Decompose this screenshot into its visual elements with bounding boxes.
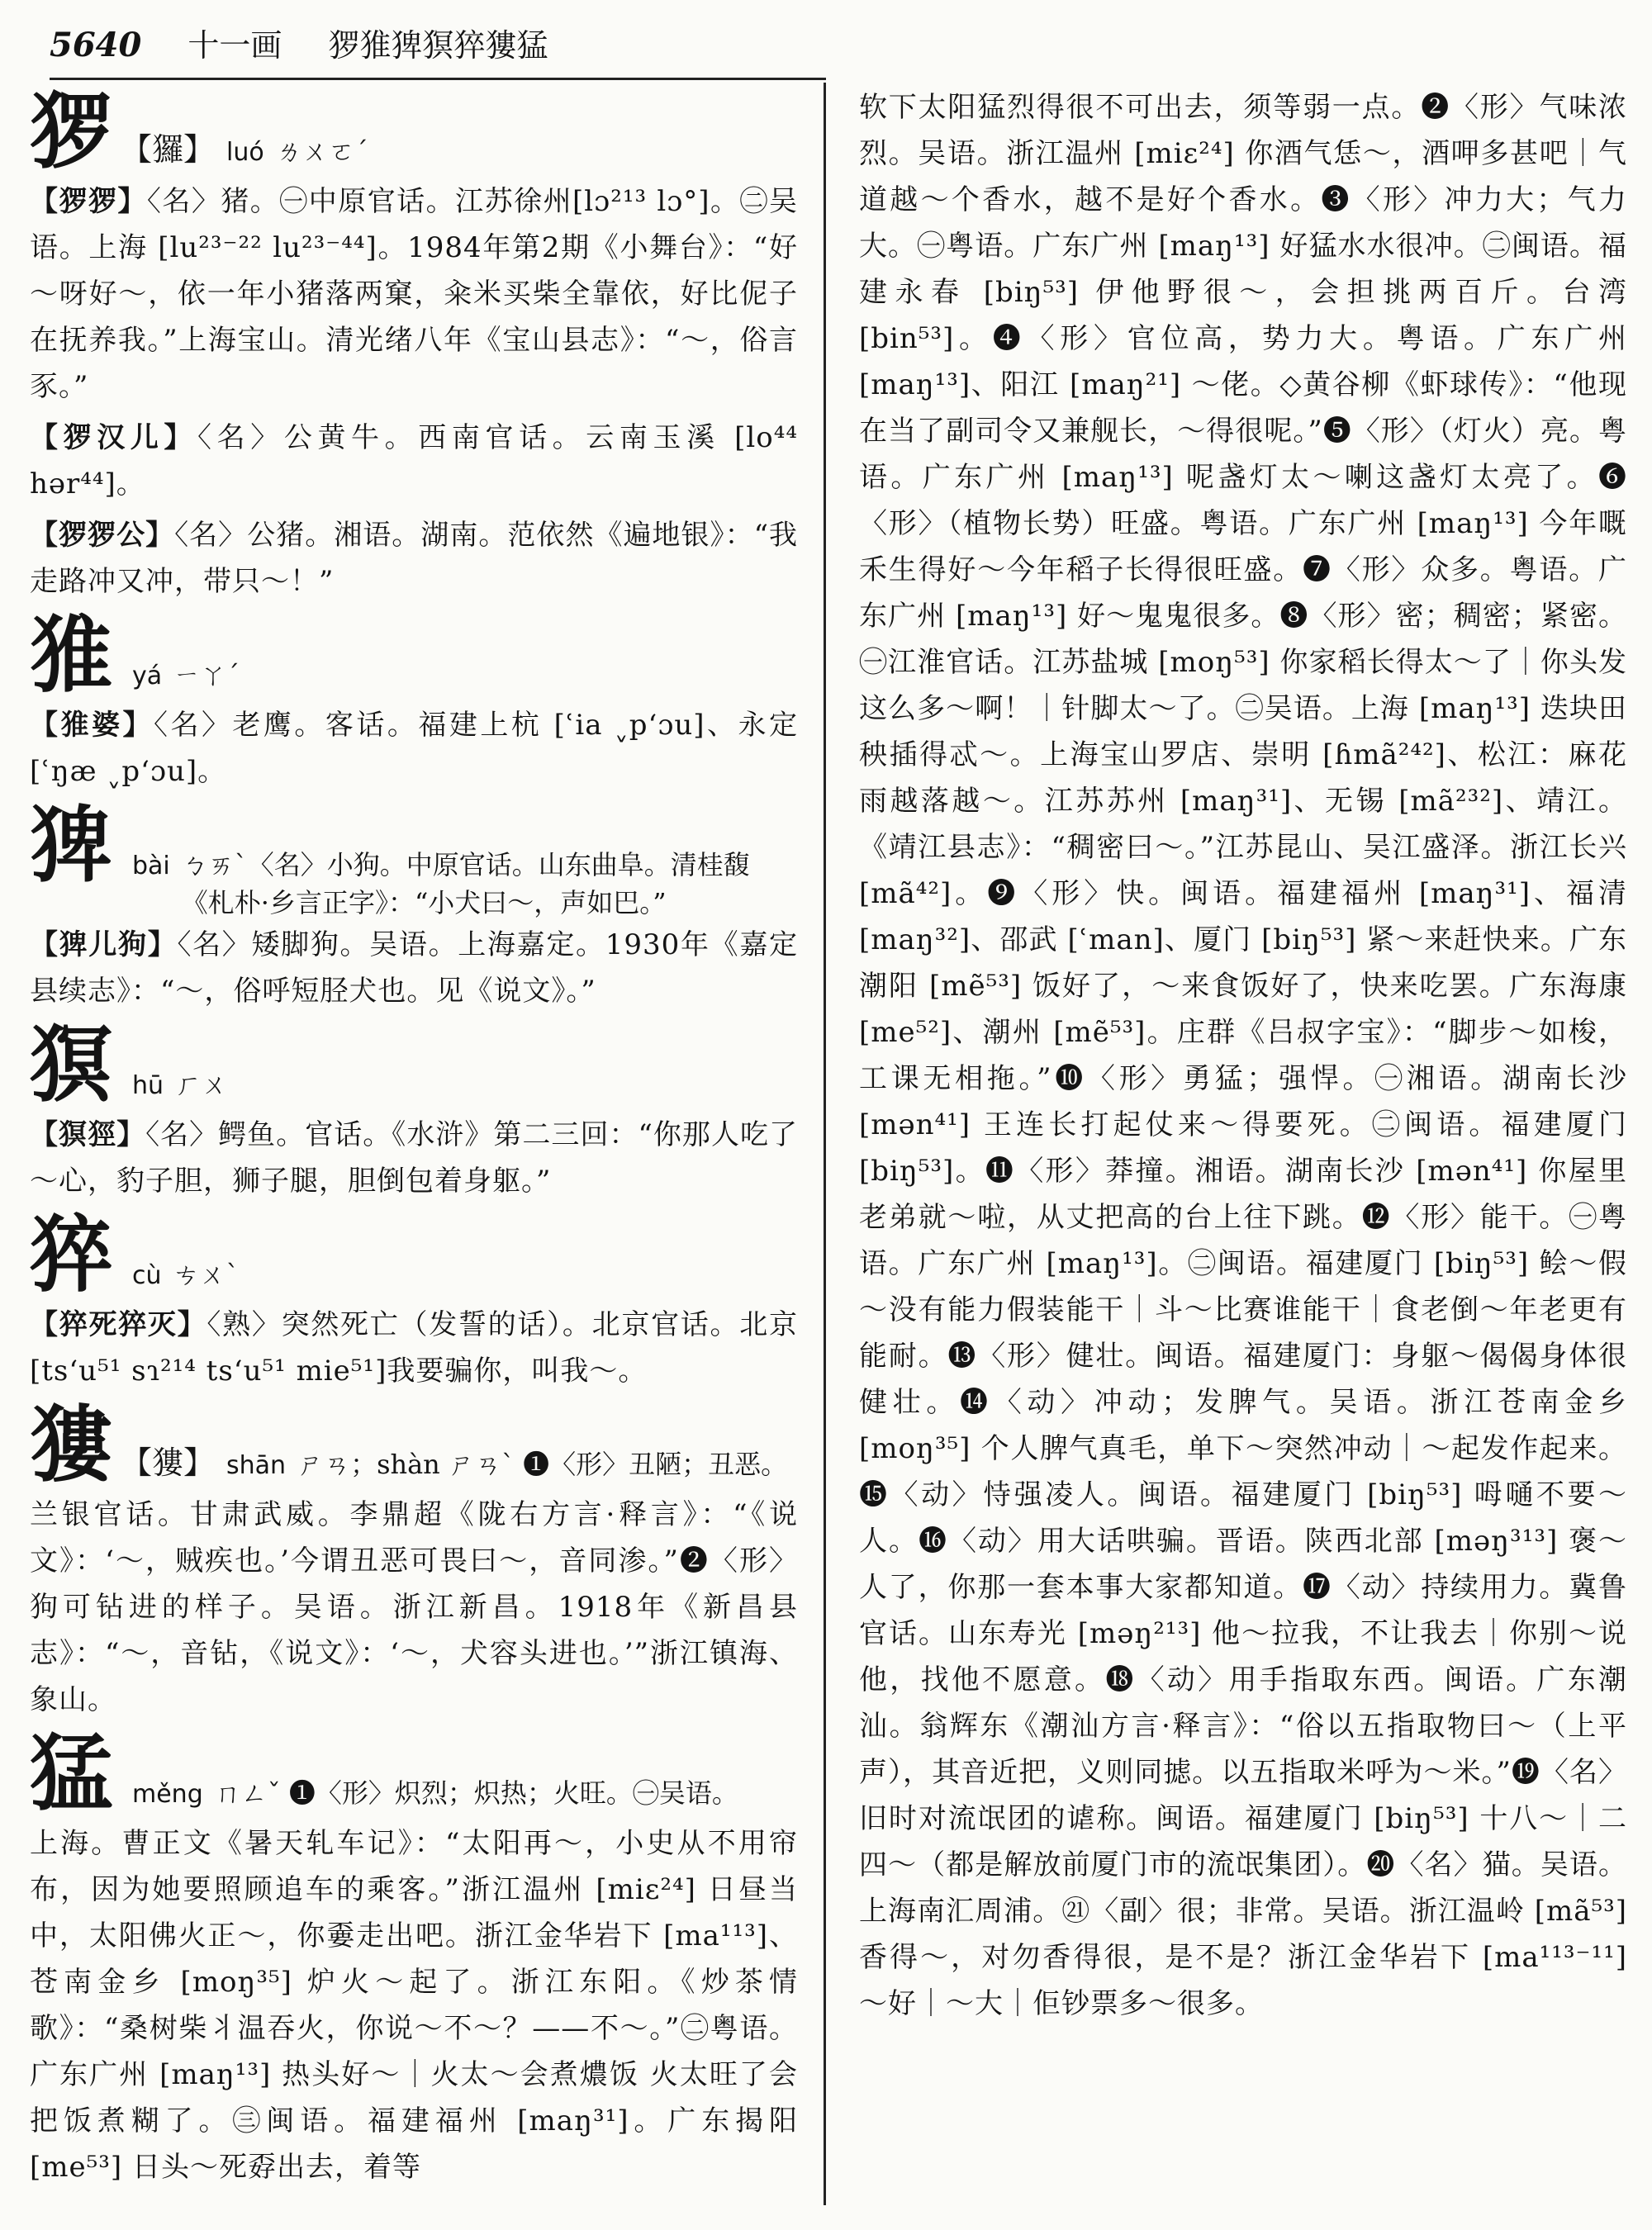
- headword-shan: [30, 1396, 798, 1493]
- headword-pinyin: bài: [132, 852, 170, 880]
- stroke-section: 十一画: [188, 27, 282, 64]
- headword-pinyin: měng: [132, 1780, 203, 1809]
- entry-text: 上海。曹正文《暑天轧车记》：“太阳再～，小史从不用帘布，因为她要照顾追车的乘客。”浙江温州 [miɛ²⁴] 日昼当中，太阳佛火正～，你嫑走出吧。浙江金华岩下 [ma¹¹³]、苍南金乡 [moŋ³⁵] 炉火～起了。浙江东阳。《炒茶情歌》：“桑树柴丬温吞火，你说～不～？——不～。”㊁粤语。广东广州 [maŋ¹³] 热头好～｜火太～会煮燶饭 火太旺了会把饭煮糊了。㊂闽语。福建福州 [maŋ³¹]。广东揭阳 [me⁵³] 日头～死孬出去，着等: [30, 1827, 798, 2184]
- entry-text: 〈名〉猪。㊀中原官话。江苏徐州[lɔ²¹³ lɔ°]。㊁吴语。上海 [lu²³⁻²² lu²³⁻⁴⁴]。1984年第2期《小舞台》：“好～呀好～，依一年小猪落两窠，籴米买柴全靠依，好比伲子在抚养我。”上海宝山。清光绪八年《宝山县志》：“～，俗言豕。”: [30, 185, 798, 403]
- entry-label: 【猈儿狗】: [30, 928, 178, 961]
- entry-text: 兰银官话。甘肃武威。李鼎超《陇右方言·释言》：“《说文》：‘～，贼疾也。’今谓丑恶可畏曰～，音同渗。”❷〈形〉狗可钻进的样子。吴语。浙江新昌。1918年《新昌县志》：“～，音钻，《说文》：‘～，犬容头进也。’”浙江镇海、象山。: [30, 1498, 798, 1716]
- entry-label: 【猽㹵】: [30, 1118, 146, 1151]
- headword-zhuyin: ㄅㄞˋ〈名〉小狗。中原官话。山东曲阜。清桂馥《札朴·乡言正字》：“小犬曰～，声如巴。”: [181, 849, 750, 918]
- entry-text: 〈名〉鳄鱼。官话。《水浒》第二三回：“你那人吃了～心，豹子胆，狮子腿，胆倒包着身躯。”: [30, 1118, 798, 1198]
- entry-text: 〈名〉矮脚狗。吴语。上海嘉定。1930年《嘉定县续志》：“～，俗呼短胫犬也。见《说文》。”: [30, 928, 798, 1008]
- left-column: [30, 83, 798, 2213]
- page-header: [50, 20, 826, 80]
- headword-ya: [30, 606, 798, 704]
- headword-luo: [30, 83, 798, 180]
- headword-meng: [30, 1725, 798, 1822]
- entry-label: 【猡猡】: [30, 185, 147, 218]
- entry-yapo: [30, 702, 798, 795]
- entry-label: 【猡猡公】: [30, 519, 175, 552]
- entry-shan_def: [30, 1492, 798, 1723]
- headword-pinyin: shān: [226, 1451, 287, 1480]
- entry-luohaner: [30, 415, 798, 507]
- entry-label: 【猚婆】: [30, 709, 154, 742]
- headword-char: 猡: [30, 83, 112, 180]
- entry-baiergou: [30, 922, 798, 1014]
- headword-bai: [30, 796, 798, 920]
- headword-pinyin: luó: [226, 138, 264, 167]
- entry-cusi: [30, 1302, 798, 1394]
- entry-meng_def: [30, 1820, 798, 2190]
- entry-label: 【猡汉儿】: [30, 421, 198, 454]
- headword-char: 猚: [30, 606, 112, 704]
- entry-luoluo: [30, 178, 798, 410]
- headword-char: 㺏: [30, 1396, 112, 1493]
- headword-pinyin: cù: [132, 1261, 162, 1290]
- column-divider: [824, 83, 826, 2205]
- headword-char: 猝: [30, 1206, 112, 1303]
- entry-luoluogong: [30, 512, 798, 605]
- entry-text: 〈名〉公黄牛。西南官话。云南玉溪 [lo⁴⁴ hər⁴⁴]。: [30, 421, 798, 501]
- entry-text: 〈名〉公猪。湘语。湖南。范依然《遍地银》：“我走路冲又冲，带只～！”: [30, 519, 798, 598]
- page-number: 5640: [50, 26, 142, 64]
- headword-char: 猛: [30, 1725, 112, 1822]
- headword-variant: 【㺏】: [121, 1445, 216, 1481]
- headword-pinyin: yá: [132, 662, 163, 690]
- headword-char: 猽: [30, 1016, 112, 1113]
- headword-char: 猈: [30, 796, 112, 894]
- entry-hulei: [30, 1112, 798, 1204]
- meng-definition-continued: 软下太阳猛烈得很不可出去，须等弱一点。❷〈形〉气味浓烈。吴语。浙江温州 [miɛ²⁴] 你酒气恁～，酒呷多甚吧｜气道越～个香水，越不是好个香水。❸〈形〉冲力大；气力大。㊀粤语。广东广州 [maŋ¹³] 好猛水水很冲。㊁闽语。福建永春 [biŋ⁵³] 伊他野很～，会担挑两百斤。台湾 [bin⁵³]。❹〈形〉官位高，势力大。粤语。广东广州 [maŋ¹³]、阳江 [maŋ²¹] ～佬。◇黄谷柳《虾球传》：“他现在当了副司令又兼舰长，～得很呢。”❺〈形〉（灯火）亮。粤语。广东广州 [maŋ¹³] 呢盏灯太～喇这盏灯太亮了。❻〈形〉（植物长势）旺盛。粤语。广东广州 [maŋ¹³] 今年嘅禾生得好～今年稻子长得很旺盛。❼〈形〉众多。粤语。广东广州 [maŋ¹³] 好～鬼鬼很多。❽〈形〉密；稠密；紧密。㊀江淮官话。江苏盐城 [moŋ⁵³] 你家稻长得太～了｜你头发这么多～啊！｜针脚太～了。㊁吴语。上海 [maŋ¹³] 迭块田秧插得忒～。上海宝山罗店、崇明 [ɦmã²⁴²]、松江：麻花雨越落越～。江苏苏州 [maŋ³¹]、无锡 [mã²³²]、靖江。《靖江县志》：“稠密曰～。”江苏昆山、吴江盛泽。浙江长兴 [mã⁴²]。❾〈形〉快。闽语。福建福州 [maŋ³¹]、福清 [maŋ³²]、邵武 [ʿman]、厦门 [biŋ⁵³] 紧～来赶快来。广东潮阳 [mẽ⁵³] 饭好了，～来食饭好了，快来吃罢。广东海康 [me⁵²]、潮州 [mẽ⁵³]。庄群《吕叔字宝》：“脚步～如梭，工课无相拖。”❿〈形〉勇猛；强悍。㊀湘语。湖南长沙 [mən⁴¹] 王连长打起仗来～得要死。㊁闽语。福建厦门 [biŋ⁵³]。⓫〈形〉莽撞。湘语。湖南长沙 [mən⁴¹] 你屋里老弟就～啦，从丈把高的台上往下跳。⓬〈形〉能干。㊀粤语。广东广州 [maŋ¹³]。㊁闽语。福建厦门 [biŋ⁵³] 鲙～假～没有能力假装能干｜斗～比赛谁能干｜食老倒～年老更有能耐。⓭〈形〉健壮。闽语。福建厦门：身躯～偈偈身体很健壮。⓮〈动〉冲动；发脾气。吴语。浙江苍南金乡 [moŋ³⁵] 个人脾气真毛，单下～突然冲动｜～起发作起来。⓯〈动〉恃强凌人。闽语。福建厦门 [biŋ⁵³] 呣嗵不要～人。⓰〈动〉用大话哄骗。晋语。陕西北部 [məŋ³¹³] 褒～人了，你那一套本事大家都知道。⓱〈动〉持续用力。冀鲁官话。山东寿光 [məŋ²¹³] 他～拉我，不让我去｜你别～说他，找他不愿意。⓲〈动〉用手指取东西。闽语。广东潮汕。翁辉东《潮汕方言·释言》：“俗以五指取物曰～（上平声），其音近把，义则同摅。以五指取米呼为～米。”⓳〈名〉旧时对流氓团的谑称。闽语。福建厦门 [biŋ⁵³] 十八～｜二四～（都是解放前厦门市的流氓集团）。⓴〈名〉猫。吴语。上海南汇周浦。㉑〈副〉很；非常。吴语。浙江温岭 [mã⁵³] 香得～，对勿香得很，是不是？浙江金华岩下 [ma¹¹³⁻¹¹] ～好｜～大｜佢钞票多～很多。: [859, 91, 1627, 2020]
- entry-text: 〈名〉老鹰。客话。福建上杭 [ʿia ˬpʻɔu]、永定 [ʿŋæ ˬpʻɔu]。: [30, 709, 798, 788]
- headword-zhuyin: ㄇㄥˇ ❶〈形〉炽烈；炽热；火旺。㊀吴语。: [214, 1777, 738, 1809]
- headword-hu: [30, 1016, 798, 1113]
- headword-zhuyin: ㄕㄢ；shàn ㄕㄢˋ ❶〈形〉丑陋；丑恶。: [297, 1449, 788, 1480]
- headword-variant: 【玀】: [121, 131, 216, 168]
- headword-zhuyin: ㄏㄨ: [175, 1069, 229, 1100]
- headword-zhuyin: ㄌㄨㄛˊ: [275, 135, 368, 167]
- headword-zhuyin: ㄘㄨˋ: [173, 1259, 240, 1290]
- entry-label: 【猝死猝灭】: [30, 1308, 207, 1341]
- entry-text: 〈熟〉突然死亡（发誓的话）。北京官话。北京[tsʻu⁵¹ sɿ²¹⁴ tsʻu⁵¹ mie⁵¹]我要骗你，叫我～。: [30, 1308, 798, 1388]
- header-characters: 猡猚猈猽猝㺏猛: [328, 27, 548, 64]
- headword-pinyin: hū: [132, 1071, 164, 1100]
- right-column: [859, 83, 1627, 2213]
- headword-cu: [30, 1206, 798, 1303]
- headword-zhuyin: ㄧㄚˊ: [173, 659, 240, 690]
